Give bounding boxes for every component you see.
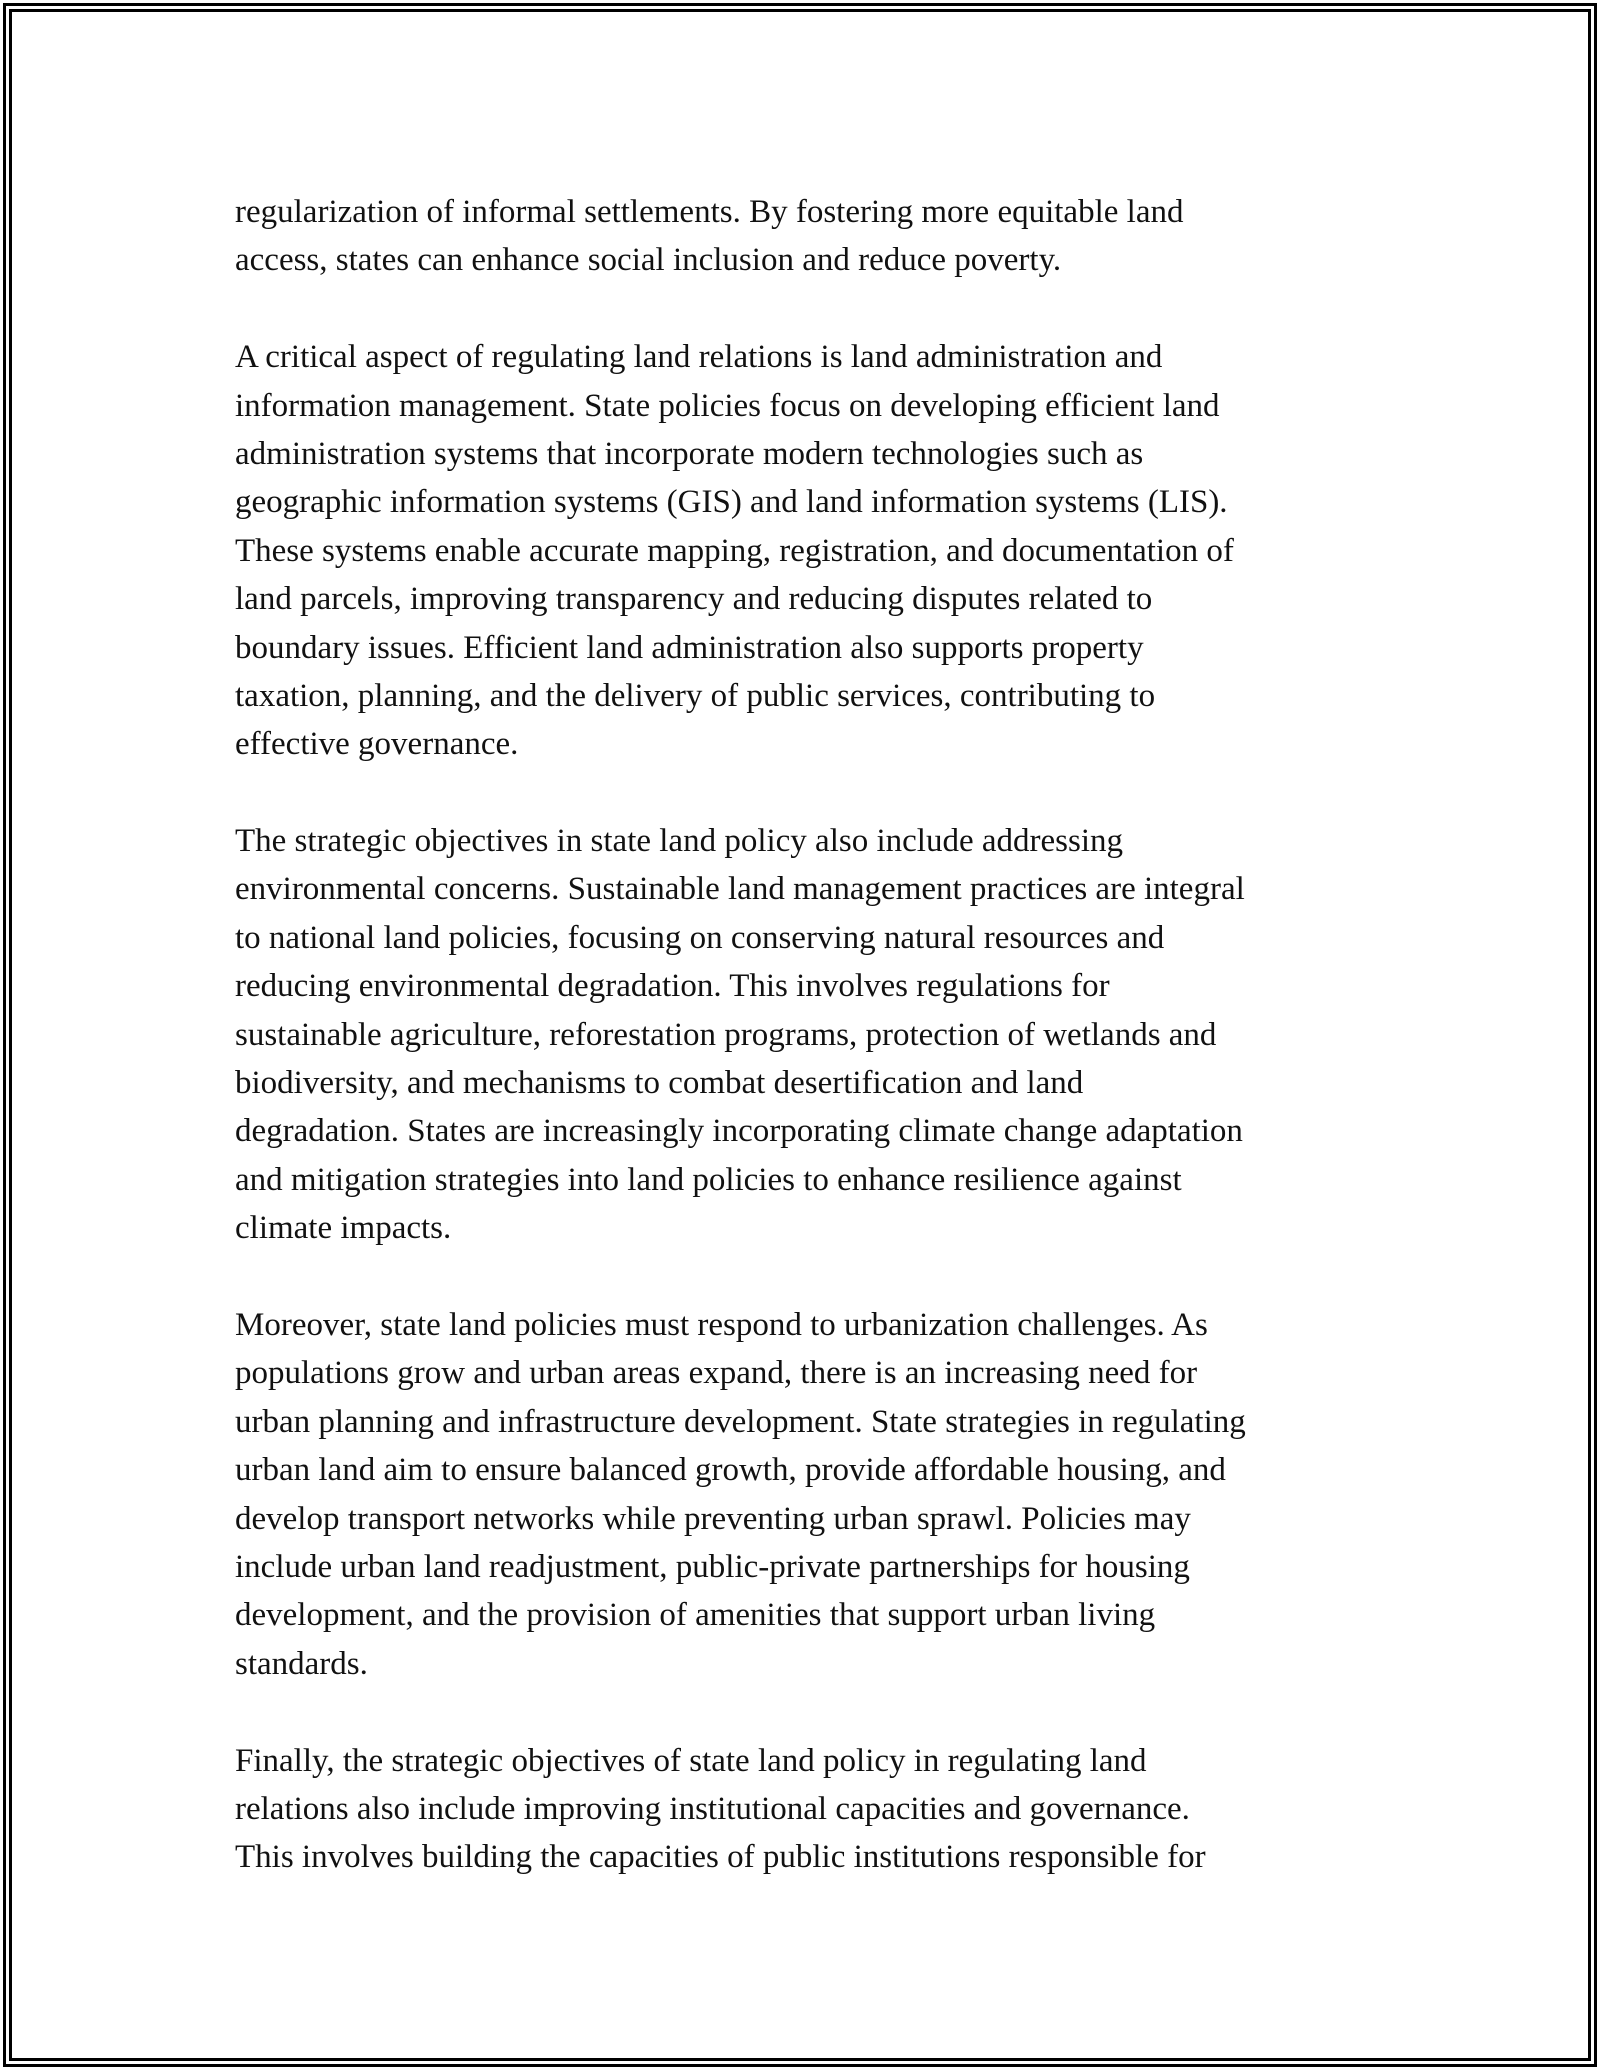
paragraph-spacing bbox=[235, 769, 1385, 817]
text-line: This involves building the capacities of public institutions responsible for bbox=[235, 1839, 1206, 1876]
paragraph bbox=[235, 188, 1385, 285]
text-line: These systems enable accurate mapping, registration, and documentation of bbox=[235, 532, 1234, 569]
text-line: environmental concerns. Sustainable land management practices are integral bbox=[235, 871, 1245, 908]
text-line: reducing environmental degradation. This involves regulations for bbox=[235, 968, 1110, 1005]
text-line: administration systems that incorporate modern technologies such as bbox=[235, 435, 1144, 472]
paragraph bbox=[235, 333, 1385, 769]
text-line: relations also include improving institutional capacities and governance. bbox=[235, 1790, 1190, 1827]
text-line: and mitigation strategies into land policies to enhance resilience against bbox=[235, 1161, 1182, 1198]
paragraph bbox=[235, 817, 1385, 1253]
text-line: geographic information systems (GIS) and land information systems (LIS). bbox=[235, 484, 1228, 521]
paragraph-spacing bbox=[235, 1253, 1385, 1301]
text-line: populations grow and urban areas expand, there is an increasing need for bbox=[235, 1355, 1198, 1392]
text-line: urban land aim to ensure balanced growth, provide affordable housing, and bbox=[235, 1452, 1226, 1489]
text-line: access, states can enhance social inclusion and reduce poverty. bbox=[235, 242, 1062, 279]
text-line: include urban land readjustment, public-private partnerships for housing bbox=[235, 1548, 1190, 1585]
text-line: biodiversity, and mechanisms to combat desertification and land bbox=[235, 1065, 1084, 1102]
text-line: boundary issues. Efficient land administration also supports property bbox=[235, 629, 1144, 666]
text-line: information management. State policies focus on developing efficient land bbox=[235, 387, 1220, 424]
text-line: to national land policies, focusing on conserving natural resources and bbox=[235, 919, 1165, 956]
text-line: Moreover, state land policies must respond to urbanization challenges. As bbox=[235, 1306, 1208, 1343]
text-line: standards. bbox=[235, 1645, 368, 1682]
text-line: land parcels, improving transparency and reducing disputes related to bbox=[235, 581, 1153, 618]
paragraph-spacing bbox=[235, 1688, 1385, 1736]
text-line: taxation, planning, and the delivery of public services, contributing to bbox=[235, 677, 1156, 714]
text-line: Finally, the strategic objectives of state land policy in regulating land bbox=[235, 1742, 1147, 1779]
document-body bbox=[235, 188, 1385, 1882]
text-line: sustainable agriculture, reforestation programs, protection of wetlands and bbox=[235, 1016, 1217, 1053]
text-line: A critical aspect of regulating land relations is land administration and bbox=[235, 339, 1163, 376]
text-line: develop transport networks while preventing urban sprawl. Policies may bbox=[235, 1500, 1191, 1537]
text-line: The strategic objectives in state land policy also include addressing bbox=[235, 823, 1123, 860]
text-line: degradation. States are increasingly incorporating climate change adaptation bbox=[235, 1113, 1243, 1150]
paragraph-spacing bbox=[235, 285, 1385, 333]
text-line: climate impacts. bbox=[235, 1210, 452, 1247]
text-line: effective governance. bbox=[235, 726, 519, 763]
text-line: regularization of informal settlements. By fostering more equitable land bbox=[235, 194, 1184, 230]
paragraph bbox=[235, 1737, 1385, 1882]
text-line: development, and the provision of amenities that support urban living bbox=[235, 1597, 1156, 1634]
text-line: urban planning and infrastructure development. State strategies in regulating bbox=[235, 1403, 1246, 1440]
paragraph bbox=[235, 1301, 1385, 1688]
